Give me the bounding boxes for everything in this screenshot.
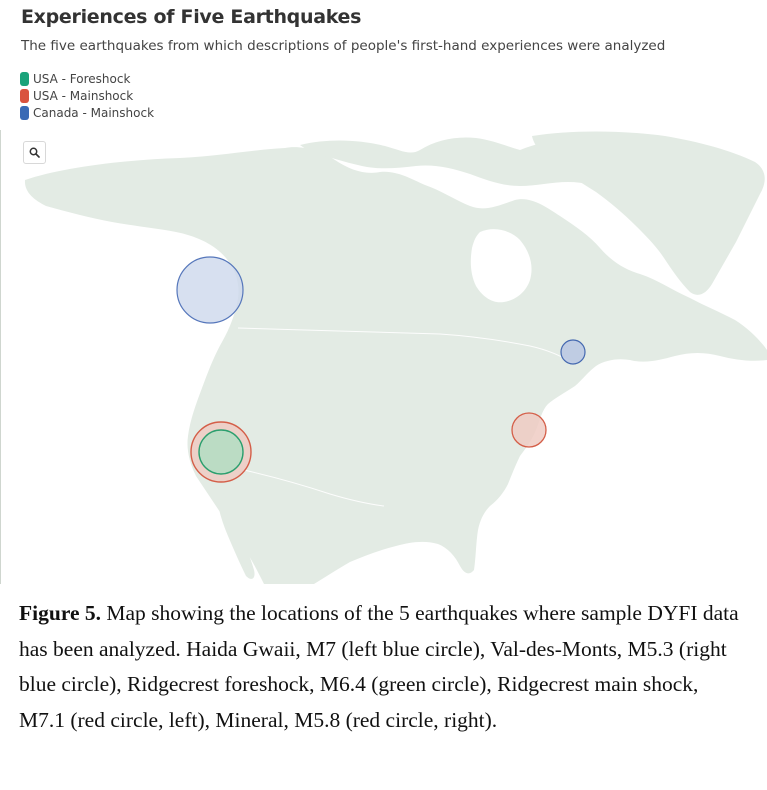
marker-haida-gwaii[interactable] xyxy=(177,257,243,323)
legend-label: USA - Mainshock xyxy=(33,88,134,103)
chart-subtitle: The five earthquakes from which descriptions of people's first-hand experiences were analyzed xyxy=(21,38,666,54)
legend-label: USA - Foreshock xyxy=(33,71,131,86)
marker-val-des-monts[interactable] xyxy=(561,340,585,364)
marker-ridgecrest-foreshock[interactable] xyxy=(199,430,243,474)
caption-label: Figure 5. xyxy=(19,601,102,625)
search-icon xyxy=(29,147,40,158)
caption-text: Map showing the locations of the 5 earthquakes where sample DYFI data has been analyzed. Haida Gwaii, M7 (left blue circle), Val-des-Monts, M5.3 (right blue circle), Ridgecrest foreshock, M6.4 (green circle), Ridgecrest main shock, M7.1 (red circle, left), Mineral, M5.8 (red circle, right). xyxy=(19,601,739,732)
chart-title: Experiences of Five Earthquakes xyxy=(21,6,362,28)
figure-caption xyxy=(19,596,749,738)
legend-label: Canada - Mainshock xyxy=(33,105,155,120)
marker-mineral[interactable] xyxy=(512,413,546,447)
map-search-button[interactable] xyxy=(23,141,46,164)
